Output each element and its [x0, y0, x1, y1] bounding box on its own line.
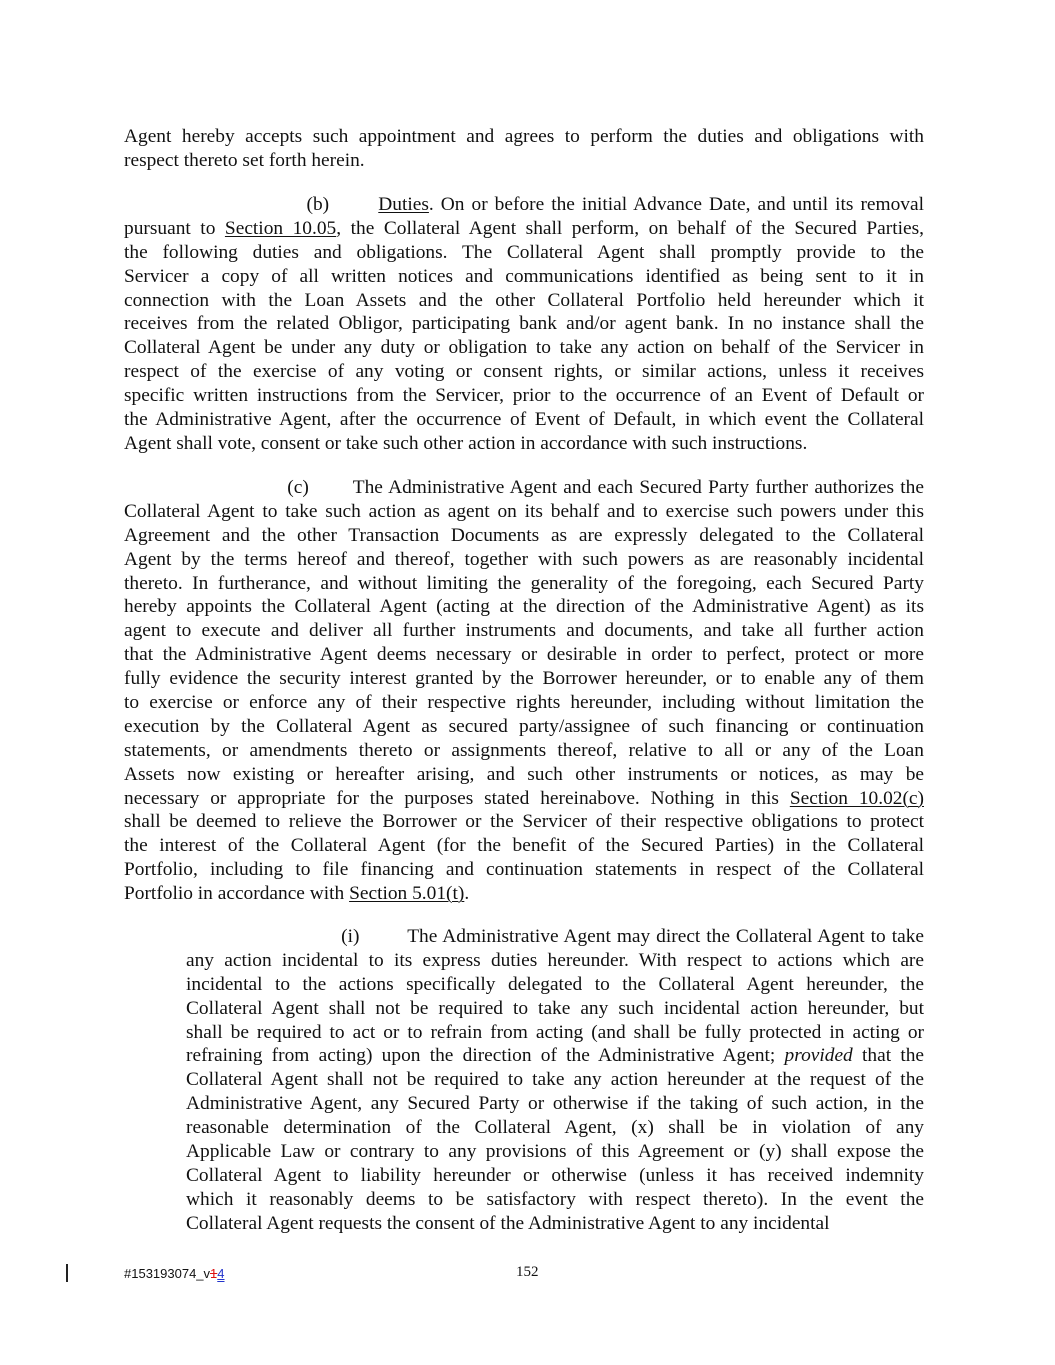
text-segment: Portfolio in accordance with — [124, 883, 350, 905]
text-segment: specific written instructions from the Servicer, prior to the occurrence of an Event of Default or — [124, 385, 924, 407]
text-segment: Agreement and the other Transaction Documents as are expressly delegated to the Collateral — [124, 524, 924, 546]
text-line — [124, 667, 924, 691]
text-segment: Agent hereby accepts such appointment and agrees to perform the duties and obligations with — [124, 126, 924, 147]
text-segment: shall be deemed to relieve the Borrower or the Servicer of their respective obligations to protect — [124, 811, 924, 833]
text-line — [186, 1044, 924, 1068]
section-reference: Section 10.05 — [224, 217, 337, 239]
version-deleted: 1 — [210, 1266, 218, 1281]
text-segment: agent to execute and deliver all further instruments and documents, and take all further action — [124, 620, 924, 642]
text-line — [124, 739, 924, 763]
text-segment: execution by the Collateral Agent as secured party/assignee of such financing or continuation — [124, 715, 924, 737]
section-reference: Section 10.02(c) — [789, 787, 924, 809]
text-segment: Portfolio, including to file financing and continuation statements in respect of the Collateral — [124, 859, 924, 881]
change-bar — [66, 1264, 68, 1282]
text-line — [124, 149, 924, 173]
text-segment: Administrative Agent, any Secured Party or otherwise if the taking of such action, in the — [186, 1093, 924, 1115]
text-segment: to exercise or enforce any of their respective rights hereunder, including without limitation the — [124, 692, 924, 714]
text-segment: reasonable determination of the Collateral Agent, (x) shall be in violation of any — [186, 1117, 924, 1139]
text-segment: Collateral Agent shall not be required to take any such incidental action hereunder, but — [186, 997, 924, 1019]
text-line — [124, 193, 924, 217]
text-line — [124, 217, 924, 241]
text-line — [124, 595, 924, 619]
text-line — [186, 925, 924, 949]
text-line — [124, 619, 924, 643]
text-line — [124, 312, 924, 336]
text-line — [124, 572, 924, 596]
text-line — [186, 1188, 924, 1212]
text-segment: thereto. In furtherance, and without limiting the generality of the foregoing, each Secured Party — [124, 572, 924, 594]
paragraph-b-duties — [124, 193, 924, 456]
italic-term: provided — [784, 1045, 853, 1067]
paragraph-c — [124, 476, 924, 906]
text-segment: incidental to the actions specifically delegated to the Collateral Agent hereunder, the — [186, 973, 924, 995]
text-segment: Collateral Agent requests the consent of the Administrative Agent to any incidental — [186, 1212, 830, 1234]
text-line — [186, 1140, 924, 1164]
text-segment: necessary or appropriate for the purposes stated hereinabove. Nothing in this — [124, 787, 790, 809]
text-segment: . — [464, 883, 470, 905]
text-line — [124, 289, 924, 313]
text-segment: Collateral Agent be under any duty or obligation to take any action on behalf of the Servicer in — [124, 337, 924, 359]
text-line — [124, 643, 924, 667]
text-line — [124, 787, 924, 811]
text-line — [186, 1092, 924, 1116]
text-line — [186, 1212, 924, 1236]
text-segment: statements, or amendments thereto or assignments thereof, relative to all or any of the Loan — [124, 739, 924, 761]
text-line — [124, 500, 924, 524]
text-segment: hereby appoints the Collateral Agent (acting at the direction of the Administrative Agent) as its — [124, 596, 924, 618]
document-id-prefix: #153193074_v — [124, 1266, 211, 1281]
text-line — [124, 858, 924, 882]
text-line — [186, 1068, 924, 1092]
text-line — [124, 691, 924, 715]
text-line — [186, 973, 924, 997]
text-segment: (c) The Administrative Agent and each Secured Party further authorizes the — [124, 477, 924, 498]
text-segment: . On or before the initial Advance Date, and until its removal — [428, 194, 924, 215]
text-line — [124, 336, 924, 360]
text-segment: the interest of the Collateral Agent (for the benefit of the Secured Parties) in the Collateral — [124, 835, 924, 857]
page-number: 152 — [516, 1264, 539, 1280]
text-line — [186, 997, 924, 1021]
text-line — [186, 1021, 924, 1045]
text-segment: Assets now existing or hereafter arising, and such other instruments or notices, as may be — [124, 763, 924, 785]
version-inserted: 4 — [217, 1266, 225, 1281]
text-segment: pursuant to — [124, 217, 225, 239]
paragraph-c-i — [186, 925, 924, 1236]
text-line — [124, 524, 924, 548]
section-reference: Section 5.01(t) — [349, 883, 465, 905]
text-segment: respect of the exercise of any voting or consent rights, or similar actions, unless it receives — [124, 361, 924, 383]
text-segment: (i) The Administrative Agent may direct the Collateral Agent to take — [186, 926, 924, 947]
text-line — [124, 265, 924, 289]
text-segment: any action incidental to its express duties hereunder. With respect to actions which are — [186, 949, 924, 971]
text-segment: respect thereto set forth herein. — [124, 149, 365, 171]
text-segment: which it reasonably deems to be satisfactory with respect thereto). In the event the — [186, 1188, 924, 1210]
text-segment: the Administrative Agent, after the occurrence of Event of Default, in which event the Collateral — [124, 409, 924, 431]
text-segment: fully evidence the security interest granted by the Borrower hereunder, or to enable any of them — [124, 668, 924, 690]
text-segment: Collateral Agent to liability hereunder or otherwise (unless it has received indemnity — [186, 1164, 924, 1186]
text-segment: that the — [852, 1045, 925, 1067]
text-line — [124, 408, 924, 432]
text-segment: Agent by the terms hereof and thereof, together with such powers as are reasonably incidental — [124, 548, 924, 570]
text-line — [124, 125, 924, 149]
document-id — [124, 1266, 225, 1281]
text-line — [124, 432, 924, 456]
text-segment: Servicer a copy of all written notices and communications identified as being sent to it in — [124, 265, 924, 287]
text-segment: shall be required to act or to refrain from acting (and shall be fully protected in acting or — [186, 1021, 924, 1043]
text-segment: the following duties and obligations. The Collateral Agent shall promptly provide to the — [124, 241, 924, 263]
text-line — [124, 882, 924, 906]
text-line — [186, 949, 924, 973]
paragraph-continuation — [124, 125, 924, 173]
text-segment: , the Collateral Agent shall perform, on behalf of the Secured Parties, — [336, 217, 925, 239]
text-segment: Agent shall vote, consent or take such other action in accordance with such instructions. — [124, 432, 808, 454]
text-segment: refraining from acting) upon the direction of the Administrative Agent; — [186, 1045, 785, 1067]
section-reference: Duties — [378, 194, 429, 215]
text-line — [124, 810, 924, 834]
text-line — [124, 763, 924, 787]
text-segment: (b) — [124, 194, 379, 215]
text-segment: Collateral Agent to take such action as agent on its behalf and to exercise such powers under this — [124, 500, 924, 522]
text-line — [124, 360, 924, 384]
text-line — [124, 548, 924, 572]
text-segment: connection with the Loan Assets and the other Collateral Portfolio held hereunder which it — [124, 289, 924, 311]
text-line — [124, 241, 924, 265]
text-line — [124, 476, 924, 500]
text-line — [124, 715, 924, 739]
text-segment: Applicable Law or contrary to any provisions of this Agreement or (y) shall expose the — [186, 1141, 924, 1163]
text-line — [124, 384, 924, 408]
text-segment: receives from the related Obligor, participating bank and/or agent bank. In no instance shall the — [124, 313, 924, 335]
text-segment: that the Administrative Agent deems necessary or desirable in order to perfect, protect or more — [124, 644, 924, 666]
text-segment: Collateral Agent shall not be required to take any action hereunder at the request of the — [186, 1069, 924, 1091]
text-line — [186, 1164, 924, 1188]
text-line — [124, 834, 924, 858]
text-line — [186, 1116, 924, 1140]
